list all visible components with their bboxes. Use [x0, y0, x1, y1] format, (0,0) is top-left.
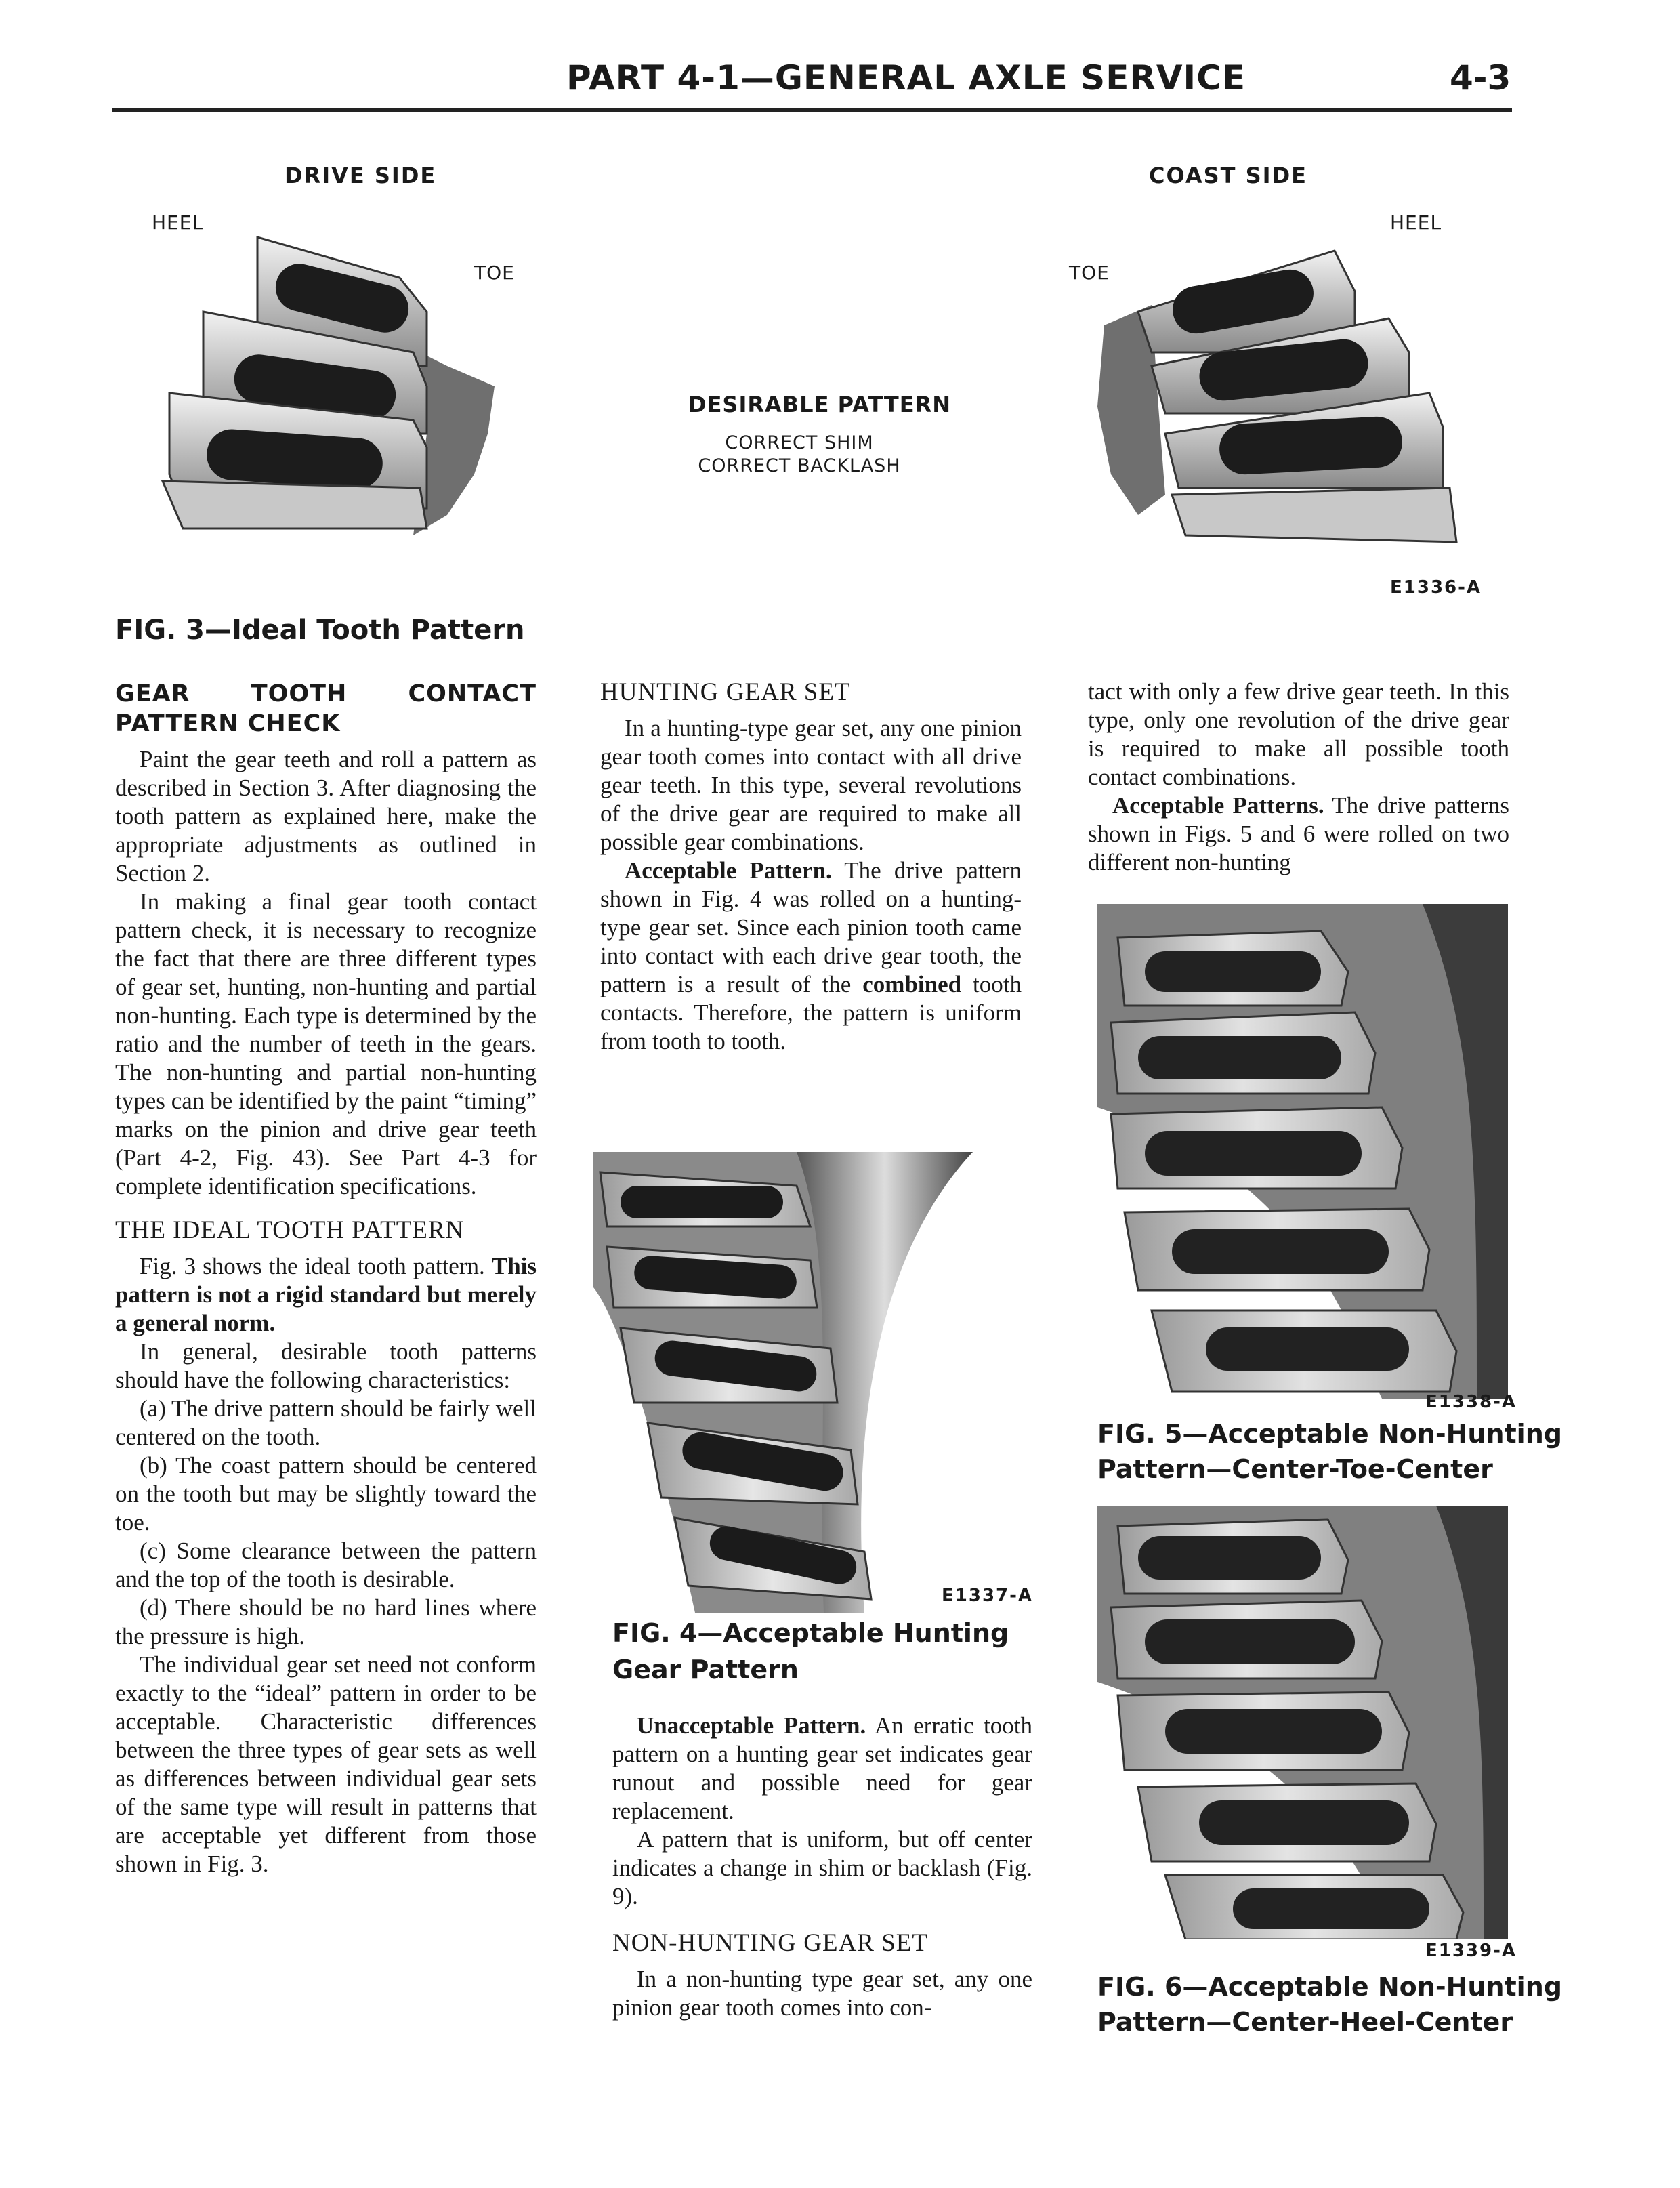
- col1-paragraph: In general, desirable tooth patterns should have the following characteristics:: [115, 1338, 537, 1393]
- text-span: Fig. 3 shows the ideal tooth pattern.: [140, 1253, 485, 1279]
- fig6-caption-line-2: Pattern—Center-Heel-Center: [1097, 2007, 1513, 2037]
- col1-paragraph: [115, 1252, 537, 1338]
- heading-contact-pattern-check: GEAR TOOTH CONTACT PATTERN CHECK: [115, 680, 537, 737]
- text-span: The drive pattern shown in Fig. 4 was rolled on a hunting-type gear set. Since each pinion tooth came into contact with each drive gear tooth, the pattern is a result of the: [600, 857, 1022, 997]
- column-2-bottom: [612, 1712, 1032, 2022]
- col2-paragraph: A pattern that is uniform, but off center indicates a change in shim or backlash (Fig. 9).: [612, 1826, 1032, 1910]
- list-item: (b) The coast pattern should be centered on the tooth but may be slightly toward the toe.: [115, 1452, 537, 1535]
- column-1: [115, 679, 537, 1878]
- fig6-caption-line-1: FIG. 6—Acceptable Non-Hunting: [1097, 1972, 1562, 2002]
- drive-side-gear-illustration: [156, 230, 508, 562]
- bold-text: combined: [862, 971, 962, 997]
- col2-paragraph: [600, 856, 1022, 1056]
- list-item: (d) There should be no hard lines where the pressure is high.: [115, 1594, 537, 1649]
- fig4-caption-line-2: Gear Pattern: [612, 1655, 799, 1685]
- fig5-non-hunting-photo: [1097, 904, 1508, 1399]
- fig4-code: E1337-A: [942, 1586, 1034, 1606]
- col3-paragraph: [1088, 791, 1509, 877]
- heading-hunting-gear-set: HUNTING GEAR SET: [600, 678, 851, 706]
- fig5-caption-line-2: Pattern—Center-Toe-Center: [1097, 1454, 1493, 1484]
- correct-shim-label: CORRECT SHIM: [725, 432, 874, 453]
- heel-right-label: HEEL: [1390, 211, 1442, 234]
- text-span: An erratic tooth pattern on a hunting gear set indicates gear runout and possible need for gear replacement.: [612, 1712, 1032, 1824]
- text-span: The drive patterns shown in Figs. 5 and 6 were rolled on two different non-hunting: [1088, 792, 1510, 875]
- coast-side-label: COAST SIDE: [1149, 163, 1307, 188]
- col1-paragraph: In making a final gear tooth contact pattern check, it is necessary to recognize the fact that there are three different types of gear set, hunting, non-hunting and partial non-hunting. Each type is determined by the ratio and the number of teeth in the gears. The non-hunting and partial non-hunting types can be identified by the paint “timing” marks on the pinion and drive gear teeth (Part 4-2, Fig. 43). See Part 4-3 for complete identification specifications.: [115, 888, 537, 1199]
- fig5-caption-line-1: FIG. 5—Acceptable Non-Hunting: [1097, 1419, 1562, 1449]
- column-3-top: [1088, 678, 1509, 877]
- list-item: (a) The drive pattern should be fairly well centered on the tooth.: [115, 1395, 537, 1450]
- heading-ideal-tooth-pattern: THE IDEAL TOOTH PATTERN: [115, 1216, 465, 1244]
- desirable-pattern-label: DESIRABLE PATTERN: [688, 392, 952, 417]
- heading-non-hunting-gear-set: NON-HUNTING GEAR SET: [612, 1929, 929, 1957]
- fig6-code: E1339-A: [1425, 1941, 1517, 1961]
- col1-paragraph: The individual gear set need not conform exactly to the “ideal” pattern in order to be acceptable. Characteristic differences between the three types of gear sets as well as differences between individual gear sets of the same type will result in patterns that are acceptable yet different from those shown in Fig. 3.: [115, 1651, 537, 1877]
- bold-lead: Acceptable Pattern.: [625, 857, 832, 884]
- col3-paragraph: tact with only a few drive gear teeth. In this type, only one revolution of the drive gear is required to make all possible tooth contact combinations.: [1088, 678, 1509, 790]
- page-header-title: PART 4-1—GENERAL AXLE SERVICE: [566, 58, 1246, 98]
- column-2-top: [600, 678, 1022, 1056]
- heel-left-label: HEEL: [152, 211, 204, 234]
- bold-text: This pattern is not a rigid standard but merely a general norm.: [115, 1253, 537, 1336]
- header-rule: [112, 108, 1512, 112]
- fig4-hunting-gear-photo: [593, 1152, 973, 1613]
- col2-paragraph: In a hunting-type gear set, any one pinion gear tooth comes into contact with all drive gear teeth. In this type, several revolutions of the drive gear are required to make all possible gear combinations.: [600, 715, 1022, 855]
- bold-lead: Acceptable Patterns.: [1112, 792, 1324, 819]
- list-item: (c) Some clearance between the pattern and the top of the tooth is desirable.: [115, 1537, 537, 1592]
- drive-side-label: DRIVE SIDE: [285, 163, 437, 188]
- correct-backlash-label: CORRECT BACKLASH: [698, 455, 901, 476]
- fig6-non-hunting-photo: [1097, 1506, 1508, 1939]
- fig3-caption: FIG. 3—Ideal Tooth Pattern: [115, 615, 525, 646]
- bold-lead: Unacceptable Pattern.: [637, 1712, 866, 1739]
- col2-paragraph: In a non-hunting type gear set, any one pinion gear tooth comes into con-: [612, 1966, 1032, 2021]
- fig5-code: E1338-A: [1425, 1392, 1517, 1412]
- toe-right-label: TOE: [1069, 262, 1110, 284]
- col1-paragraph: Paint the gear teeth and roll a pattern as described in Section 3. After diagnosing the tooth pattern as explained here, make the appropriate adjustments as outlined in Section 2.: [115, 746, 537, 886]
- coast-side-gear-illustration: [1097, 237, 1470, 562]
- page-number: 4-3: [1450, 58, 1511, 98]
- toe-left-label: TOE: [474, 262, 515, 284]
- fig4-caption-line-1: FIG. 4—Acceptable Hunting: [612, 1618, 1009, 1648]
- col2-paragraph: [612, 1712, 1032, 1825]
- text-span: tooth contacts. Therefore, the pattern is uniform from tooth to tooth.: [600, 971, 1022, 1054]
- fig3-code: E1336-A: [1390, 577, 1482, 598]
